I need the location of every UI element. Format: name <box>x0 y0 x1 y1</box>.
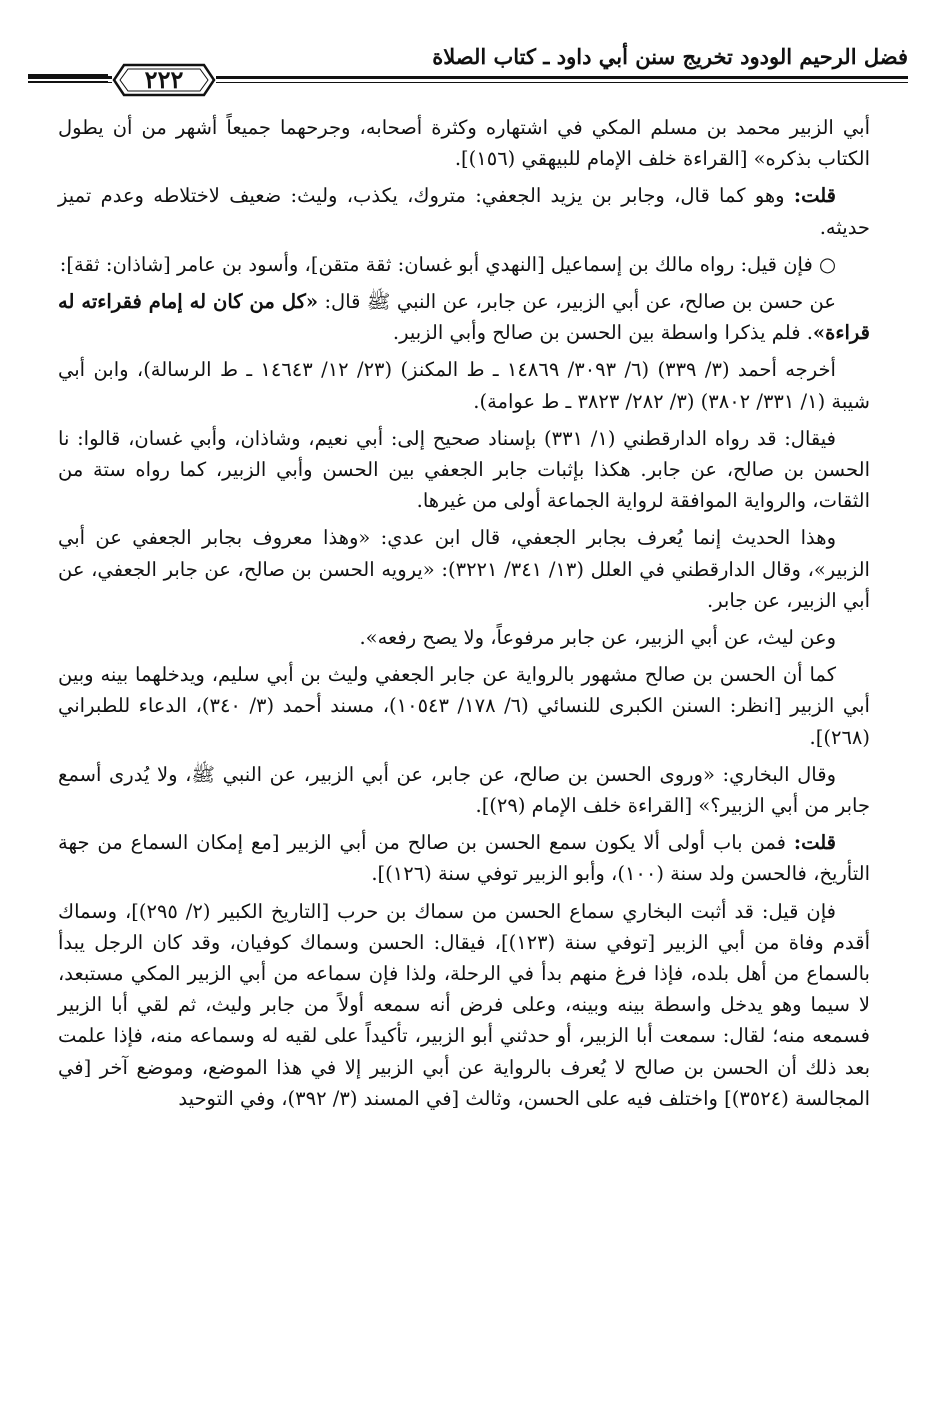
paragraph <box>58 759 870 821</box>
text-run: عن حسن بن صالح، عن أبي الزبير، عن جابر، عن النبي ﷺ قال: <box>318 290 837 314</box>
left-rule-bottom <box>28 81 108 83</box>
text-run: أبي الزبير محمد بن مسلم المكي في اشتهاره وكثرة أصحابه، وجرحهما جميعاً أشهر من أن يطول الكتاب بذكره» [القراءة خلف الإمام للبيهقي (١٥٦)]. <box>58 116 870 171</box>
paragraph <box>58 286 870 348</box>
bold-text: «كل من كان له إمام فقراءته له قراءة» <box>58 290 870 345</box>
text-run: وهو كما قال، وجابر بن يزيد الجعفي: متروك، يكذب، وليث: ضعيف لاختلاطه وعدم تميز حديثه. <box>58 184 870 239</box>
bold-text: قلت: <box>793 184 836 208</box>
text-run: فمن باب أولى ألا يكون سمع الحسن بن صالح من أبي الزبير [مع إمكان السماع من جهة التأريخ، فالحسن ولد سنة (١٠٠)، وأبو الزبير توفي سنة (١٢٦)]. <box>58 831 870 886</box>
text-run: وهذا الحديث إنما يُعرف بجابر الجعفي، قال ابن عدي: «وهذا معروف بجابر الجعفي عن أبي الزبير»، وقال الدارقطني في العلل (١٣/ ٣٤١/ ٣٢٢١): «يرويه الحسن بن صالح، عن جابر الجعفي، عن أبي الزبير، عن جابر. <box>58 526 870 612</box>
text-run: فإن قيل: قد أثبت البخاري سماع الحسن من سماك بن حرب [التاريخ الكبير (٢/ ٢٩٥)]، وسماك أقدم وفاة من أبي الزبير [توفي سنة (١٢٣)]، فيقال: الحسن وسماك كوفيان، وقد كان الرجل يبدأ بالسماع من أهل بلده، فإذا فرغ منهم بدأ في الرحلة، ولذا فإن سماعه من أبي الزبير المكي مستبعد، لا سيما وهو يدخل واسطة بينه وبينه، وعلى فرض أنه سمعه أولاً من جابر وليث، ثم لقي أبا الزبير فسمعه منه؛ لقال: سمعت أبا الزبير، أو حدثني أبو الزبير، تأكيداً على لقيه له وسماعه منه، فإذا علمت بعد ذلك أن الحسن بن صالح لا يُعرف بالرواية عن أبي الزبير إلا في هذا الموضع، وموضع آخر [في المجالسة (٣٥٢٤)] واختلف فيه على الحسن، وثالث [في المسند (٣/ ٣٩٢)، وفي التوحيد <box>58 899 870 1110</box>
text-run: وعن ليث، عن أبي الزبير، عن جابر مرفوعاً، ولا يصح رفعه». <box>359 626 836 650</box>
paragraph <box>58 423 870 517</box>
paragraph <box>58 522 870 616</box>
text-run: أخرجه أحمد (٣/ ٣٣٩) (٦/ ٣٠٩٣/ ١٤٨٦٩ ـ ط المكنز) (٢٣/ ١٢/ ١٤٦٤٣ ـ ط الرسالة)، وابن أبي شيبة (١/ ٣٣١/ ٣٨٠٢) (٣/ ٢٨٢/ ٣٨٢٣ ـ ط عوامة). <box>58 358 870 413</box>
paragraph <box>58 622 870 653</box>
paragraph <box>58 827 870 889</box>
paragraph <box>58 249 870 280</box>
text-run: ○ فإن قيل: رواه مالك بن إسماعيل [النهدي أبو غسان: ثقة متقن]، وأسود بن عامر [شاذان: ثقة]: <box>59 252 836 276</box>
text-run: كما أن الحسن بن صالح مشهور بالرواية عن جابر الجعفي وليث بن أبي سليم، ويدخلهما بينه وبين أبي الزبير [انظر: السنن الكبرى للنسائي (٦/ ١٧٨/ ١٠٥٤٣)، مسند أحمد (٣/ ٣٤٠)، الدعاء للطبراني (٢٦٨)]. <box>58 663 870 749</box>
paragraph <box>58 659 870 753</box>
text-run: فيقال: قد رواه الدارقطني (١/ ٣٣١) بإسناد صحيح إلى: أبي نعيم، وشاذان، وأبي غسان، قالوا: نا الحسن بن صالح، عن جابر. هكذا بإثبات جابر الجعفي بين الحسن وأبي الزبير، كما رواه ستة من الثقات، والرواية الموافقة لرواية الجماعة أولى من غيرها. <box>58 426 870 513</box>
page-header <box>28 36 908 106</box>
text-run: . فلم يذكرا واسطة بين الحسن بن صالح وأبي الزبير. <box>392 321 813 345</box>
paragraph <box>58 180 870 242</box>
paragraph <box>58 112 870 174</box>
text-run: وقال البخاري: «وروى الحسن بن صالح، عن جابر، عن أبي الزبير، عن النبي ﷺ، ولا يُدرى أسمع جابر من أبي الزبير؟» [القراءة خلف الإمام (٢٩)]. <box>58 762 870 818</box>
running-title: فضل الرحيم الودود تخريج سنن أبي داود ـ كتاب الصلاة <box>432 44 908 69</box>
paragraph <box>58 896 870 1114</box>
page-number: ٢٢٢ <box>144 65 184 94</box>
bold-text: قلت: <box>793 831 836 855</box>
paragraph <box>58 354 870 416</box>
main-text <box>58 112 870 1120</box>
page-number-badge <box>112 62 216 98</box>
left-rule-top <box>28 74 108 76</box>
